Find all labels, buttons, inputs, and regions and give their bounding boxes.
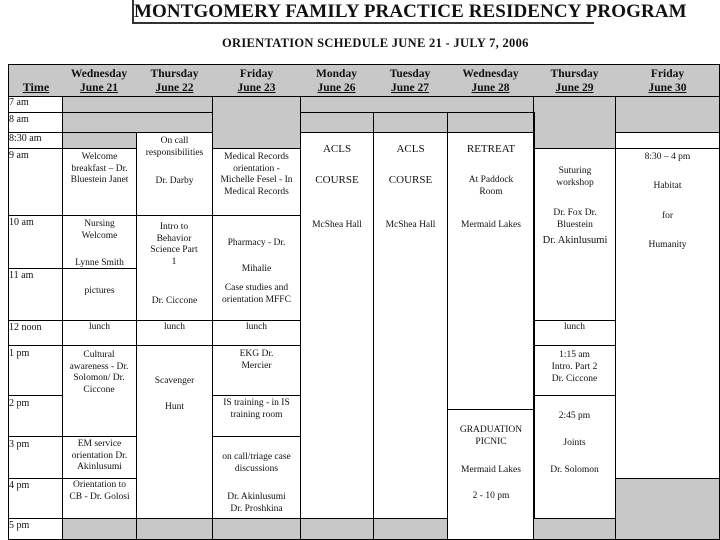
wed21-cultural-text: Cultural awareness - Dr. Solomon/ Dr. Ciccone	[69, 350, 129, 395]
day-date: June 21	[79, 82, 119, 94]
time-label: 5 pm	[9, 520, 30, 531]
wed21-em-text: EM service orientation Dr. Akinlusumi	[71, 439, 128, 472]
wed28-mermaid2-text: Mermaid Lakes	[461, 465, 521, 475]
wed21-lunch-text: lunch	[88, 322, 111, 332]
day-date: June 30	[648, 82, 687, 94]
thu29-intro-text: Intro. Part 2 Dr. Ciccone	[551, 362, 598, 384]
fri23-records-text: Medical Records orientation - Michelle Fesel - In Medical Records	[220, 152, 293, 197]
day-date: June 22	[155, 82, 194, 94]
fri23-pharmacy-text: Pharmacy - Dr. Mihalie	[227, 238, 286, 274]
wed28-paddock-text: At Paddock Room	[468, 175, 514, 197]
wed21-lynne-text: Lynne Smith	[75, 258, 124, 268]
thu22-darby-text: Dr. Darby	[155, 176, 194, 186]
day-date: June 28	[471, 82, 510, 94]
thu22-ciccone-text: Dr. Ciccone	[151, 296, 198, 306]
thu29-joints-text: Joints	[563, 438, 586, 448]
time-label: 4 pm	[9, 480, 30, 491]
fri23-oncall-text: on call/triage case discussions	[222, 452, 291, 474]
wed28-retreat-text: RETREAT	[466, 143, 516, 155]
thu22-hunt-text: Hunt	[165, 402, 184, 412]
fri30-humanity-text: Humanity	[648, 240, 687, 250]
day-date: June 27	[390, 82, 430, 94]
day-name: Friday	[650, 68, 685, 80]
day-date: June 23	[237, 82, 276, 94]
tue27-course-text: COURSE	[388, 174, 433, 186]
thu29-intro-time-text: 1:15 am	[559, 350, 590, 360]
thu29-suturing-text: Suturing workshop	[556, 166, 594, 188]
time-label: 3 pm	[9, 439, 30, 450]
fri23-case-text: Case studies and orientation MFFC	[222, 283, 291, 305]
thu29-akin-text: Dr. Akinlusumi	[542, 235, 608, 246]
day-name: Friday	[239, 68, 274, 80]
thu22-oncall-text: On call responsibilities	[145, 136, 204, 158]
wed28-time-text: 2 - 10 pm	[472, 491, 510, 501]
table-border	[8, 64, 720, 540]
fri30-time-text: 8:30 – 4 pm	[644, 152, 691, 162]
fri30-for-text: for	[661, 211, 674, 221]
mon26-acls-text: ACLS	[322, 143, 352, 155]
page-title: MONTGOMERY FAMILY PRACTICE RESIDENCY PROGRAM	[134, 1, 687, 22]
thu29-lunch-text: lunch	[563, 322, 586, 332]
day-name: Thursday	[550, 68, 599, 80]
thu29-fox-text: Dr. Fox Dr. Bluestein	[553, 208, 597, 230]
wed28-mermaid-text: Mermaid Lakes	[461, 220, 521, 230]
wed21-cb-text: Orientation to CB - Dr. Golosi	[69, 480, 130, 502]
tue27-hall-text: McShea Hall	[385, 220, 436, 230]
day-name: Monday	[316, 68, 357, 80]
fri23-lunch-text: lunch	[245, 322, 268, 332]
thu22-behavior-text: Intro to Behavior Science Part 1	[150, 222, 198, 267]
time-label: 8:30 am	[9, 133, 42, 144]
mon26-hall-text: McShea Hall	[312, 220, 362, 230]
wed28-grad-text: GRADUATION PICNIC	[459, 425, 523, 447]
wed21-nursing-text: Nursing Welcome	[81, 219, 118, 241]
time-label: 9 am	[9, 150, 29, 161]
fri23-ekg-text: EKG Dr. Mercier	[239, 349, 274, 371]
mon26-course-text: COURSE	[315, 174, 359, 186]
wed21-welcome-text: Welcome breakfast – Dr. Bluestein Janet	[70, 152, 129, 185]
thu22-lunch-text: lunch	[163, 322, 186, 332]
time-label: 1 pm	[9, 348, 30, 359]
day-date: June 29	[555, 82, 594, 94]
time-label: 8 am	[9, 114, 29, 125]
time-label: 2 pm	[9, 398, 30, 409]
time-label: 11 am	[9, 270, 34, 281]
page-subtitle: ORIENTATION SCHEDULE JUNE 21 - JULY 7, 2006	[222, 36, 529, 50]
thu22-scavenger-text: Scavenger	[154, 376, 195, 386]
tue27-acls-text: ACLS	[396, 143, 425, 155]
time-header: Time	[22, 80, 50, 94]
fri30-habitat-text: Habitat	[653, 181, 682, 191]
day-name: Thursday	[150, 68, 199, 80]
day-name: Wednesday	[462, 68, 519, 80]
thu29-joints-time-text: 2:45 pm	[558, 411, 591, 421]
fri23-akin-text: Dr. Akinlusumi Dr. Proshkina	[227, 492, 286, 514]
fri23-is-text: IS training - in IS training room	[223, 398, 290, 420]
time-label: 10 am	[9, 217, 34, 228]
day-name: Wednesday	[70, 68, 128, 80]
wed21-pictures-text: pictures	[84, 286, 115, 296]
day-name: Tuesday	[389, 68, 431, 80]
time-label: 7 am	[9, 97, 29, 108]
time-label: 12 noon	[9, 322, 42, 333]
day-date: June 26	[317, 82, 356, 94]
thu29-solomon-text: Dr. Solomon	[550, 465, 599, 475]
